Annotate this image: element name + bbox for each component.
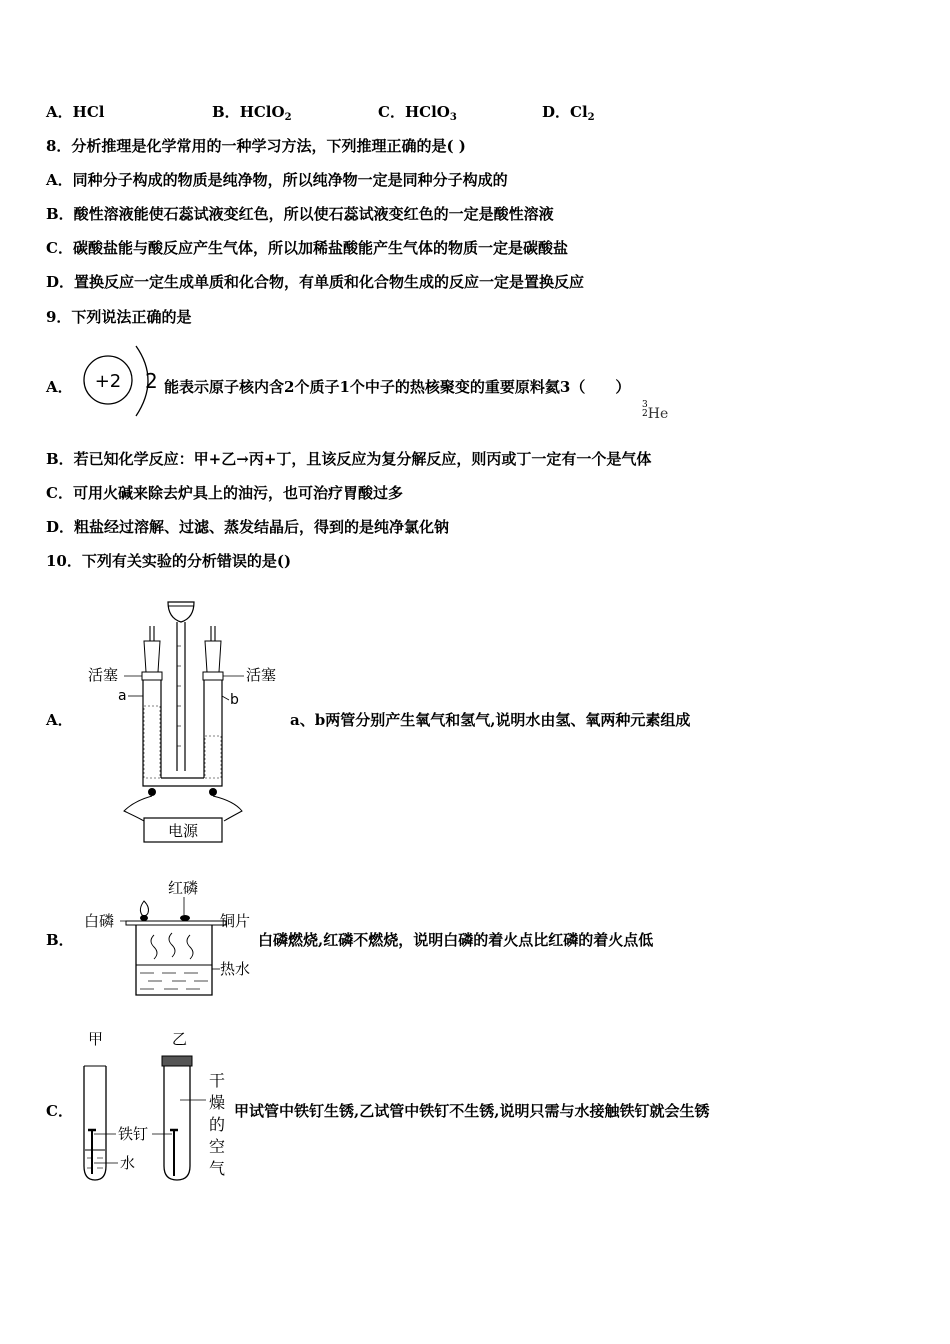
helium-3-notation: 3 2 He: [642, 400, 669, 422]
q7-option-c: C．HClO$_3$: [378, 103, 457, 123]
right-stopcock: [203, 672, 223, 680]
q9-option-a-text: 能表示原子核内含2个质子1个中子的热核聚变的重要原料氦3（ ）: [164, 378, 631, 396]
copper-label: 铜片: [220, 912, 251, 930]
right-wire: [213, 796, 242, 821]
hot-water-label: 热水: [220, 960, 251, 978]
right-tube-walls: [204, 680, 222, 778]
left-stopcock: [142, 672, 162, 680]
dry-air-char-3: 的: [209, 1115, 226, 1134]
q9-option-d: D．粗盐经过溶解、过滤、蒸发结晶后，得到的是纯净氯化钠: [46, 518, 450, 536]
tube-b-pointer: [222, 696, 229, 700]
rubber-stopper: [162, 1056, 192, 1066]
right-tip: [211, 626, 215, 641]
right-electrode: [209, 788, 217, 796]
left-stopcock-top: [144, 641, 160, 672]
q8-stem: 8．分析推理是化学常用的一种学习方法，下列推理正确的是( ): [46, 137, 466, 155]
q10-option-c-text: 甲试管中铁钉生锈,乙试管中铁钉不生锈,说明只需与水接触铁钉就会生锈: [234, 1102, 710, 1120]
electrolysis-apparatus-diagram: [84, 596, 289, 846]
water-label: 水: [120, 1154, 136, 1172]
funnel-bulb: [168, 602, 194, 622]
red-phosphorus: [180, 915, 190, 921]
nail-label: 铁钉: [118, 1125, 149, 1143]
white-phosphorus: [140, 915, 148, 921]
q10-stem: 10．下列有关实验的分析错误的是(): [46, 552, 292, 570]
right-stopcock-top: [205, 641, 221, 672]
left-electrode: [148, 788, 156, 796]
q7-option-a: A．HCl: [46, 103, 105, 121]
q9-option-c: C．可用火碱来除去炉具上的油污，也可治疗胃酸过多: [46, 484, 403, 502]
tube-yi-label: 乙: [172, 1030, 188, 1048]
q9-stem: 9．下列说法正确的是: [46, 308, 192, 326]
stopcock-right-label: 活塞: [246, 666, 277, 684]
red-phosphorus-label: 红磷: [168, 879, 199, 897]
tube-a-label: a: [118, 688, 127, 704]
water-pattern: [140, 973, 208, 989]
q9-option-b: B．若已知化学反应：甲+乙→丙+丁，且该反应为复分解反应，则丙或丁一定有一个是气体: [46, 450, 652, 468]
q7-option-d: D．$Cl_2$: [542, 103, 595, 123]
tube-jia-label: 甲: [88, 1030, 104, 1048]
left-tube-water: [144, 706, 160, 778]
q10-option-b-letter: B．: [46, 931, 74, 949]
atom-structure-diagram: [78, 343, 168, 421]
flame-icon: [140, 901, 148, 916]
dry-air-char-4: 空: [209, 1137, 226, 1156]
q10-option-b-text: 白磷燃烧,红磷不燃烧，说明白磷的着火点比红磷的着火点低: [258, 931, 654, 949]
left-tip: [150, 626, 154, 641]
steam-lines: [151, 933, 193, 959]
iron-rust-diagram: [78, 1026, 238, 1186]
copper-plate: [126, 921, 226, 925]
q8-option-b: B．酸性溶液能使石蕊试液变红色，所以使石蕊试液变红色的一定是酸性溶液: [46, 205, 554, 223]
dry-air-char-2: 燥: [209, 1093, 226, 1112]
q8-option-d: D．置换反应一定生成单质和化合物，有单质和化合物生成的反应一定是置换反应: [46, 273, 585, 291]
beaker: [136, 925, 212, 995]
shell-electron-count: 2: [145, 369, 158, 393]
q10-option-a-text: a、b两管分别产生氧气和氢气,说明水由氢、氧两种元素组成: [290, 711, 691, 729]
q8-option-c: C．碳酸盐能与酸反应产生气体，所以加稀盐酸能产生气体的物质一定是碳酸盐: [46, 239, 568, 257]
q8-option-a: A．同种分子构成的物质是纯净物，所以纯净物一定是同种分子构成的: [46, 171, 508, 189]
left-wire: [124, 796, 152, 821]
nucleus-charge: +2: [94, 371, 122, 392]
phosphorus-combustion-diagram: [84, 873, 259, 1003]
q10-option-c-letter: C．: [46, 1102, 73, 1120]
left-tube-walls: [143, 680, 161, 778]
dry-air-char-5: 气: [209, 1159, 226, 1178]
tube-b-label: b: [230, 692, 239, 708]
q10-option-a-letter: A．: [46, 711, 73, 729]
q7-option-b: B．HClO$_2$: [212, 103, 292, 123]
white-phosphorus-label: 白磷: [84, 912, 115, 930]
power-supply-label: 电源: [167, 822, 199, 840]
stopcock-left-label: 活塞: [88, 666, 119, 684]
dry-air-char-1: 干: [209, 1071, 226, 1090]
bottom-connector: [143, 778, 222, 786]
q9-option-a-letter: A．: [46, 378, 73, 396]
funnel-tube-scale: [177, 646, 181, 746]
test-tube-yi: [164, 1066, 190, 1180]
right-tube-water: [205, 736, 221, 778]
